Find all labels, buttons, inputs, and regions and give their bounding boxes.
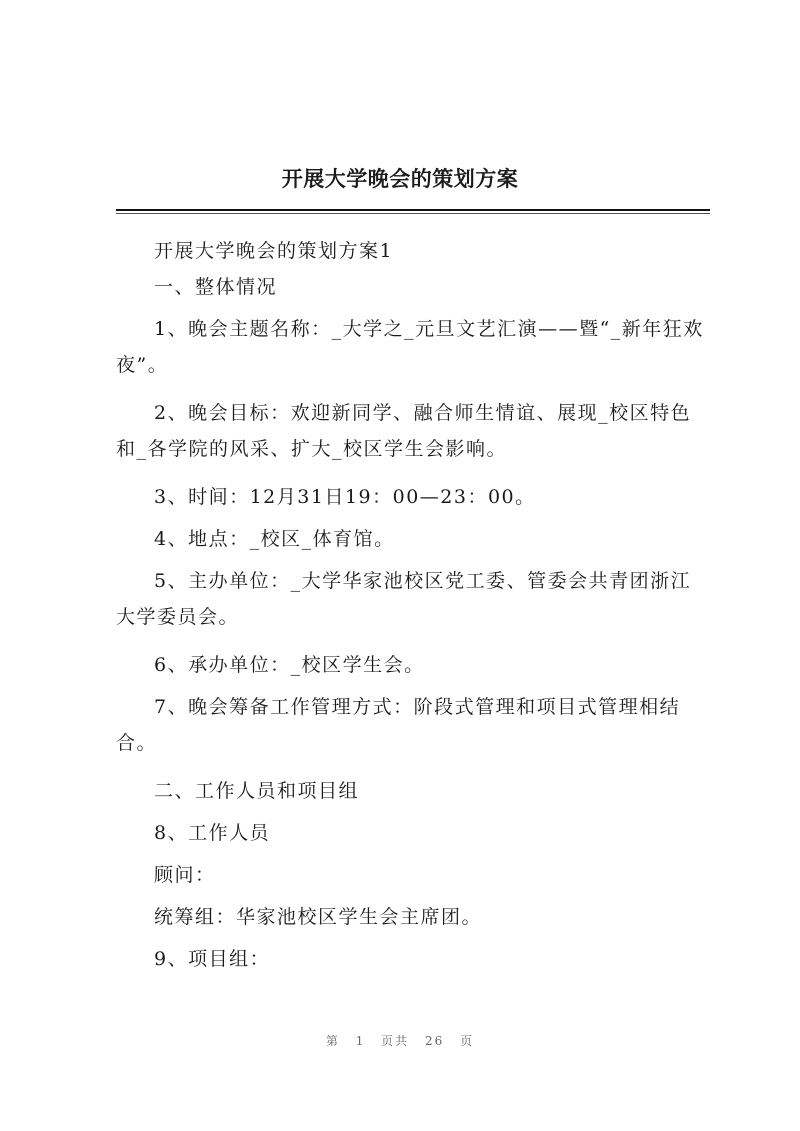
paragraph-heading: 开展大学晚会的策划方案1 xyxy=(154,240,394,262)
footer-page-number: 1 xyxy=(355,1034,366,1048)
section-heading-overview: 一、整体情况 xyxy=(154,276,278,298)
paragraph-staff: 8、工作人员 xyxy=(154,822,271,844)
page-footer xyxy=(0,1032,800,1049)
paragraph-goal: 2、晚会目标：欢迎新同学、融合师生情谊、展现_校区特色和_各学院的风采、扩大_校区学生会影响。 xyxy=(116,402,692,460)
paragraph-management: 7、晚会筹备工作管理方式：阶段式管理和项目式管理相结合。 xyxy=(116,696,681,754)
paragraph-advisor: 顾问： xyxy=(154,864,216,886)
paragraph-location: 4、地点：_校区_体育馆。 xyxy=(154,528,395,550)
footer-suffix: 页 xyxy=(460,1034,475,1048)
paragraph-organizer: 5、主办单位：_大学华家池校区党工委、管委会共青团浙江大学委员会。 xyxy=(116,570,692,628)
paragraph-coordination: 统筹组：华家池校区学生会主席团。 xyxy=(154,906,483,928)
section-heading-staff: 二、工作人员和项目组 xyxy=(154,780,360,802)
paragraph-project-group: 9、项目组： xyxy=(154,948,271,970)
footer-prefix: 第 xyxy=(325,1034,340,1048)
footer-middle: 页共 xyxy=(381,1034,410,1048)
paragraph-theme: 1、晚会主题名称：_大学之_元旦文艺汇演——暨“_新年狂欢夜”。 xyxy=(116,318,704,376)
footer-total-pages: 26 xyxy=(425,1034,445,1048)
paragraph-time: 3、时间：12月31日19：00—23：00。 xyxy=(154,486,536,508)
title-divider-thin xyxy=(116,213,710,214)
paragraph-host: 6、承办单位：_校区学生会。 xyxy=(154,654,425,676)
document-title: 开展大学晚会的策划方案 xyxy=(281,167,519,191)
title-divider xyxy=(116,209,710,211)
